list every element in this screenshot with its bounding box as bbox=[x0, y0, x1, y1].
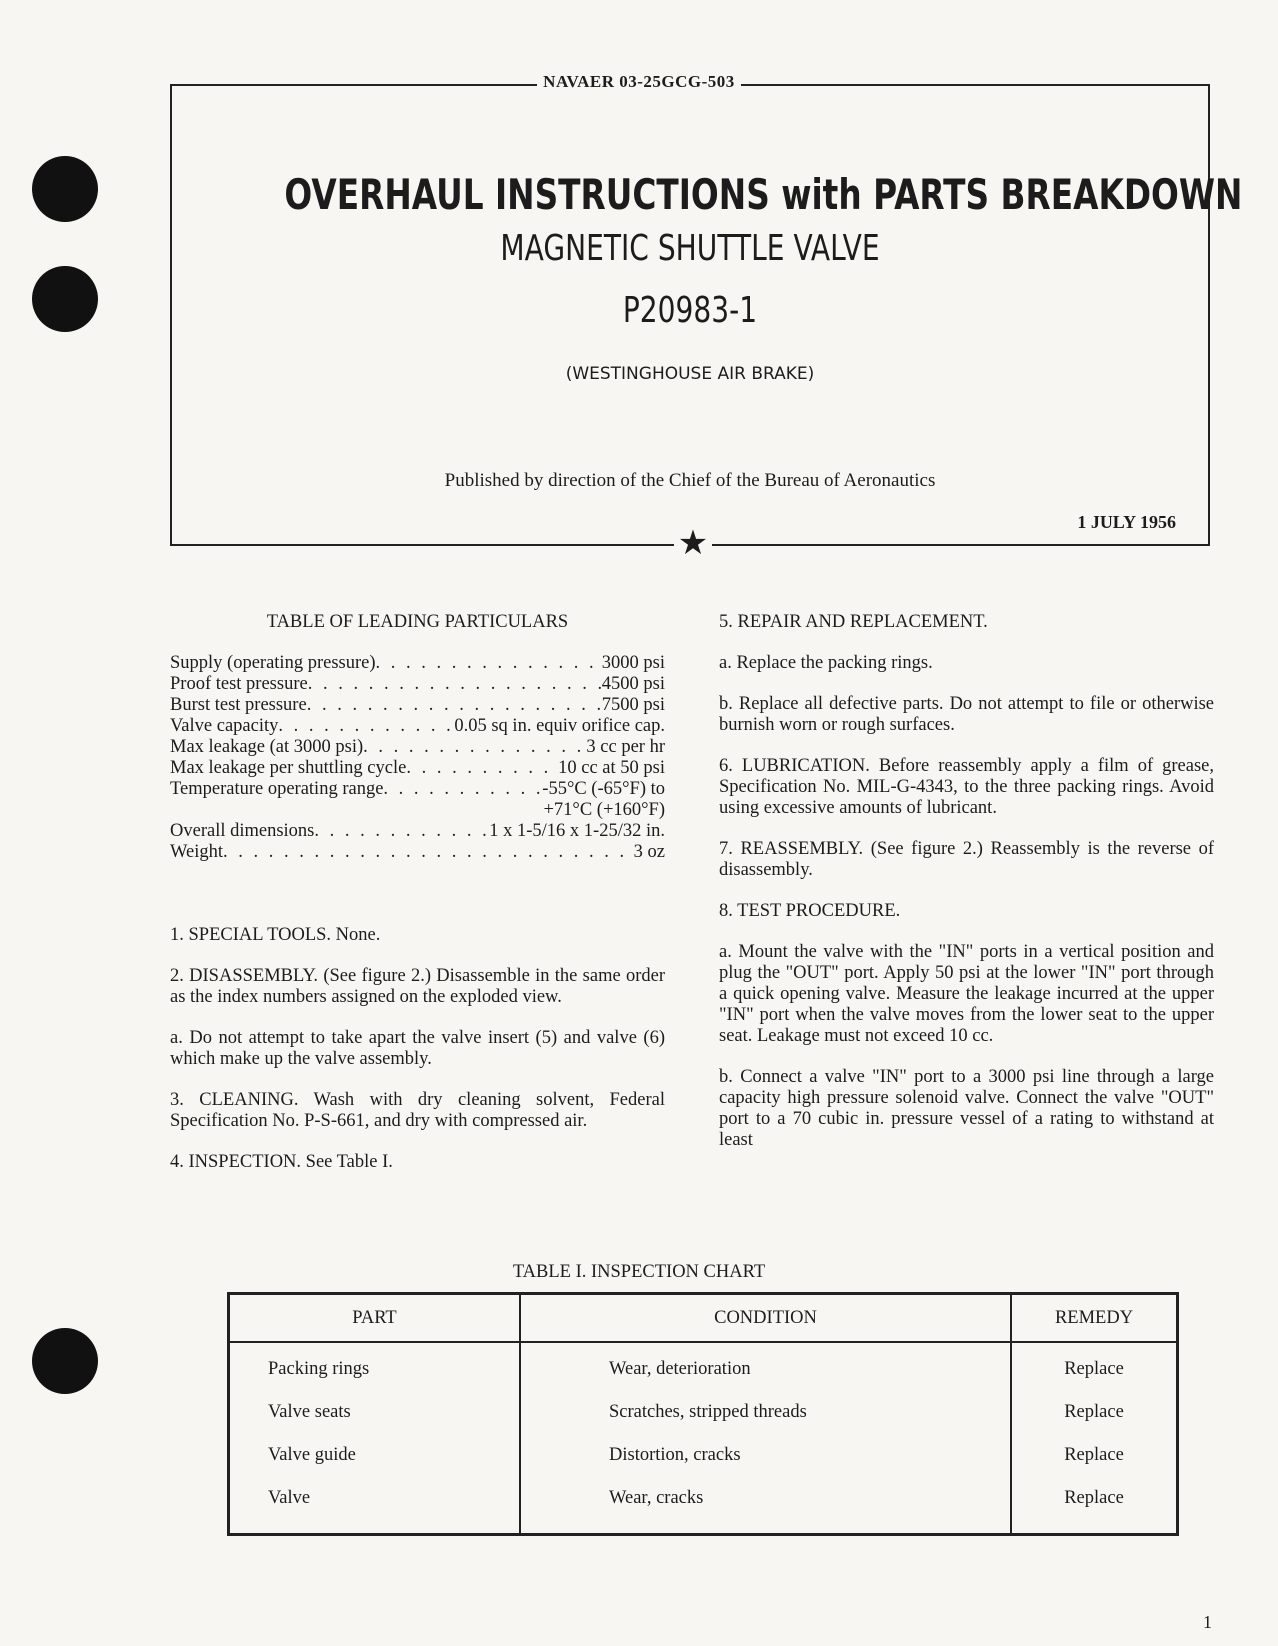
disassembly: 2. DISASSEMBLY. (See figure 2.) Disassemble in the same order as the index numbers assigned on the exploded view. bbox=[170, 966, 665, 1007]
header-frame-bottom-left bbox=[170, 544, 674, 546]
leading-particular-row bbox=[170, 821, 665, 842]
condition-cell: Wear, deterioration bbox=[520, 1342, 1011, 1391]
leading-particulars-title: TABLE OF LEADING PARTICULARS bbox=[266, 612, 569, 632]
test-a: a. Mount the valve with the "IN" ports in a vertical position and plug the "OUT" port. Apply 50 psi at the lower "IN" port through a quick opening valve. Measure the leakage incurred at the upper "IN" port when the valve moves from the lower seat to the upper seat. Leakage must not exceed 10 cc. bbox=[719, 942, 1214, 1046]
particular-label: Valve capacity bbox=[170, 716, 279, 736]
table-row bbox=[229, 1391, 1178, 1434]
header-frame-bottom-right bbox=[712, 544, 1210, 546]
leading-particular-row bbox=[170, 653, 665, 674]
test-heading: 8. TEST PROCEDURE. bbox=[719, 901, 901, 921]
cleaning: 3. CLEANING. Wash with dry cleaning solvent, Federal Specification No. P-S-661, and dry with compressed air. bbox=[170, 1090, 665, 1131]
leading-particulars-list bbox=[170, 653, 665, 863]
leader-dots bbox=[406, 758, 558, 779]
leader-dots bbox=[376, 653, 602, 674]
particular-value: 7500 psi bbox=[601, 695, 665, 715]
header-remedy: REMEDY bbox=[1011, 1294, 1178, 1343]
temperature-range-continuation: +71°C (+160°F) bbox=[543, 800, 665, 820]
leader-dots bbox=[278, 716, 454, 737]
remedy-cell: Replace bbox=[1011, 1391, 1178, 1434]
leading-particular-row bbox=[170, 758, 665, 779]
header-part: PART bbox=[229, 1294, 521, 1343]
left-column bbox=[170, 612, 665, 1173]
part-cell: Valve seats bbox=[229, 1391, 521, 1434]
particular-label: Proof test pressure bbox=[170, 674, 308, 694]
lubrication: 6. LUBRICATION. Before reassembly apply a film of grease, Specification No. MIL-G-4343, to the three packing rings. Avoid using excessive amounts of lubricant. bbox=[719, 756, 1214, 818]
punch-hole-bottom bbox=[32, 1328, 98, 1394]
remedy-cell: Replace bbox=[1011, 1477, 1178, 1535]
table-row bbox=[229, 1434, 1178, 1477]
leader-dots bbox=[308, 674, 602, 695]
item-name: MAGNETIC SHUTTLE VALVE bbox=[500, 228, 880, 269]
star-icon: ★ bbox=[677, 525, 709, 562]
leading-particular-row bbox=[170, 779, 665, 800]
table-row bbox=[229, 1342, 1178, 1391]
leader-dots bbox=[307, 695, 602, 716]
test-b: b. Connect a valve "IN" port to a 3000 psi line through a large capacity high pressure solenoid valve. Connect the valve "OUT" port to a 70 cubic in. pressure vessel of a rating to withstand at least bbox=[719, 1067, 1214, 1150]
inspection: 4. INSPECTION. See Table I. bbox=[170, 1152, 393, 1172]
particular-value: 10 cc at 50 psi bbox=[558, 758, 665, 778]
page-title: OVERHAUL INSTRUCTIONS with PARTS BREAKDOWN bbox=[284, 170, 1243, 219]
part-number: P20983-1 bbox=[622, 290, 758, 331]
remedy-cell: Replace bbox=[1011, 1342, 1178, 1391]
leading-particular-row bbox=[170, 842, 665, 863]
page-number: 1 bbox=[1203, 1612, 1212, 1632]
particular-value: 3000 psi bbox=[601, 653, 665, 673]
right-column bbox=[719, 612, 1214, 1151]
leading-particular-row bbox=[170, 695, 665, 716]
repair-b: b. Replace all defective parts. Do not attempt to file or otherwise burnish worn or rough surfaces. bbox=[719, 694, 1214, 735]
part-cell: Packing rings bbox=[229, 1342, 521, 1391]
remedy-cell: Replace bbox=[1011, 1434, 1178, 1477]
leader-dots bbox=[363, 737, 586, 758]
particular-value: 4500 psi bbox=[601, 674, 665, 694]
leading-particular-row bbox=[170, 674, 665, 695]
particular-label: Burst test pressure bbox=[170, 695, 307, 715]
particular-label: Weight bbox=[170, 842, 223, 862]
particular-label: Supply (operating pressure) bbox=[170, 653, 376, 673]
disassembly-note-a: a. Do not attempt to take apart the valve insert (5) and valve (6) which make up the valve assembly. bbox=[170, 1028, 665, 1069]
particular-label: Overall dimensions bbox=[170, 821, 315, 841]
part-cell: Valve bbox=[229, 1477, 521, 1535]
header-condition: CONDITION bbox=[520, 1294, 1011, 1343]
particular-value: -55°C (-65°F) to bbox=[542, 779, 665, 799]
leader-dots bbox=[314, 821, 489, 842]
particular-value: 0.05 sq in. equiv orifice cap. bbox=[454, 716, 665, 736]
table-row bbox=[229, 1477, 1178, 1535]
repair-heading: 5. REPAIR AND REPLACEMENT. bbox=[719, 612, 988, 632]
condition-cell: Wear, cracks bbox=[520, 1477, 1011, 1535]
leader-dots bbox=[383, 779, 542, 800]
reassembly: 7. REASSEMBLY. (See figure 2.) Reassembly is the reverse of disassembly. bbox=[719, 839, 1214, 880]
condition-cell: Distortion, cracks bbox=[520, 1434, 1011, 1477]
particular-label: Temperature operating range bbox=[170, 779, 384, 799]
condition-cell: Scratches, stripped threads bbox=[520, 1391, 1011, 1434]
particular-value: 1 x 1-5/16 x 1-25/32 in. bbox=[489, 821, 665, 841]
punch-hole-middle bbox=[32, 266, 98, 332]
particular-label: Max leakage (at 3000 psi) bbox=[170, 737, 364, 757]
particular-label: Max leakage per shuttling cycle bbox=[170, 758, 407, 778]
publication-date: 1 JULY 1956 bbox=[1077, 512, 1176, 532]
leading-particular-row bbox=[170, 716, 665, 737]
punch-hole-top bbox=[32, 156, 98, 222]
repair-a: a. Replace the packing rings. bbox=[719, 653, 933, 673]
published-by: Published by direction of the Chief of the Bureau of Aeronautics bbox=[444, 470, 936, 491]
document-number: NAVAER 03-25GCG-503 bbox=[0, 72, 1278, 92]
manufacturer: (WESTINGHOUSE AIR BRAKE) bbox=[565, 364, 815, 384]
inspection-table-title: TABLE I. INSPECTION CHART bbox=[512, 1262, 766, 1282]
particular-value: 3 cc per hr bbox=[586, 737, 665, 757]
leading-particular-row bbox=[170, 737, 665, 758]
leader-dots bbox=[223, 842, 634, 863]
part-cell: Valve guide bbox=[229, 1434, 521, 1477]
inspection-table bbox=[227, 1292, 1179, 1536]
special-tools: 1. SPECIAL TOOLS. None. bbox=[170, 925, 381, 945]
particular-value: 3 oz bbox=[633, 842, 665, 862]
